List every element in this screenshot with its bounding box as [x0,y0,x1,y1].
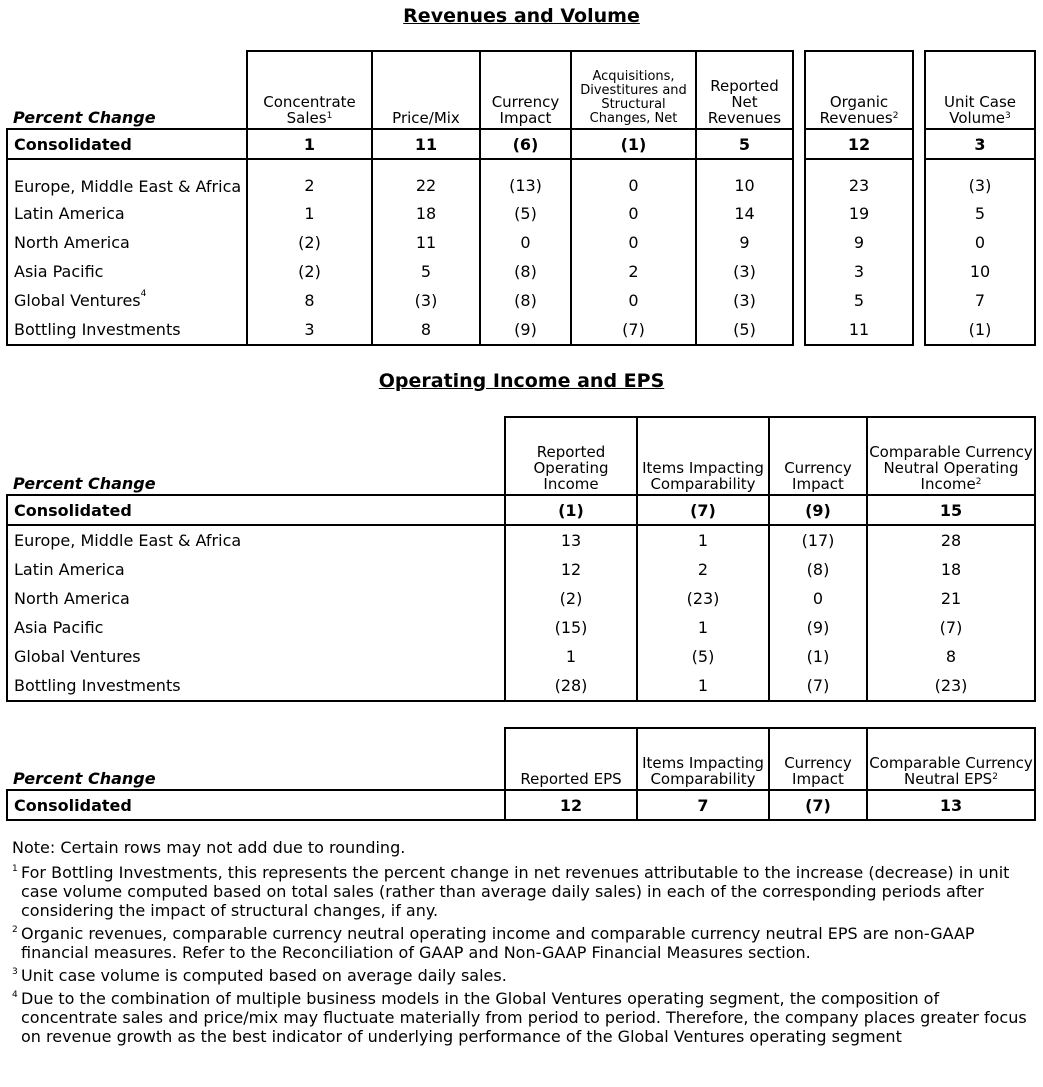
row-label: Latin America [7,555,505,584]
cell: 13 [505,525,637,555]
cell: 0 [571,199,696,228]
cell: 1 [505,642,637,671]
table-row [7,525,1035,555]
cell: (3) [372,286,480,315]
row-label: Europe, Middle East & Africa [7,159,247,199]
cell: 28 [867,525,1035,555]
cell: (8) [480,286,571,315]
row-label: Consolidated [7,790,505,820]
cell: (9) [480,315,571,345]
consolidated-row [7,495,1035,525]
col-header-currency: Currency Impact [769,728,867,790]
cell: (23) [637,584,769,613]
cell: 1 [637,671,769,701]
row-label: Bottling Investments [7,671,505,701]
cell: (5) [480,199,571,228]
cell: 8 [372,315,480,345]
cell: (13) [480,159,571,199]
col-header-reported-operating-income: Reported Operating Income [505,417,637,495]
cell: 1 [247,129,372,159]
cell: 18 [372,199,480,228]
cell: 7 [925,286,1035,315]
footnote-4: 4 Due to the combination of multiple business models in the Global Ventures operating segment, the composition of concentrate sales and price/mix may fluctuate materially from period to period. Therefore, the company places greater focus on revenue growth as the best indicator of underlying performance of the Global Ventures operating segment [12,989,1027,1046]
cell: 23 [805,159,913,199]
row-label: North America [7,584,505,613]
percent-change-label: Percent Change [13,769,156,788]
row-label: Europe, Middle East & Africa [7,525,505,555]
cell: 22 [372,159,480,199]
cell: 12 [505,555,637,584]
cell: (28) [505,671,637,701]
table-row [7,613,1035,642]
table-row [7,555,1035,584]
cell: 7 [637,790,769,820]
col-header-items-impacting: Items Impacting Comparability [637,728,769,790]
col-header-unit-case-volume: Unit Case Volume$^3$ [925,51,1035,129]
cell: (3) [925,159,1035,199]
cell: (1) [925,315,1035,345]
cell: 9 [805,228,913,257]
row-label: North America [7,228,247,257]
cell: (7) [769,790,867,820]
col-header-concentrate: Concentrate Sales$^1$ [247,51,372,129]
cell: (7) [571,315,696,345]
consolidated-row [7,129,1035,159]
cell: (7) [867,613,1035,642]
cell: 15 [867,495,1035,525]
rounding-note: Note: Certain rows may not add due to rounding. [12,838,406,857]
table-row [7,228,1035,257]
cell: 0 [925,228,1035,257]
col-header-price-mix: Price/Mix [372,51,480,129]
cell: (1) [571,129,696,159]
cell: 5 [805,286,913,315]
cell: 0 [571,228,696,257]
cell: (6) [480,129,571,159]
row-label: Consolidated [7,495,505,525]
col-header-reported-eps: Reported EPS [505,728,637,790]
cell: 12 [505,790,637,820]
cell: (2) [247,228,372,257]
col-header-acquisitions: Acquisitions, Divestitures and Structural Changes, Net [571,51,696,129]
cell: 3 [925,129,1035,159]
cell: 8 [867,642,1035,671]
cell: 11 [372,129,480,159]
cell: 10 [696,159,793,199]
consolidated-row [7,790,1035,820]
cell: 14 [696,199,793,228]
cell: (2) [247,257,372,286]
cell: 2 [637,555,769,584]
cell: 8 [247,286,372,315]
cell: (23) [867,671,1035,701]
col-header-comparable-eps: Comparable Currency Neutral EPS$^2$ [867,728,1035,790]
cell: 1 [637,613,769,642]
row-label: Bottling Investments [7,315,247,345]
cell: (1) [769,642,867,671]
cell: (7) [637,495,769,525]
cell: (7) [769,671,867,701]
table-row [7,584,1035,613]
cell: 11 [805,315,913,345]
cell: 2 [247,159,372,199]
cell: 5 [925,199,1035,228]
footnote-2: 2 Organic revenues, comparable currency neutral operating income and comparable currency neutral EPS are non-GAAP financial measures. Refer to the Reconciliation of GAAP and Non-GAAP Financial Measures section. [12,924,975,962]
footnote-1: 1 For Bottling Investments, this represents the percent change in net revenues attributable to the increase (decrease) in unit case volume computed based on total sales (rather than average daily sales) in each of the corresponding periods after considering the impact of structural changes, if any. [12,863,1010,920]
cell: (3) [696,257,793,286]
cell: 0 [769,584,867,613]
cell: 0 [480,228,571,257]
footnotes [12,838,1037,1050]
cell: 9 [696,228,793,257]
cell: 1 [637,525,769,555]
table-row [7,642,1035,671]
footnote-3: 3 Unit case volume is computed based on average daily sales. [12,966,507,985]
revenues-volume-title: Revenues and Volume [403,5,640,27]
revenues-volume-table [6,50,1036,346]
cell: 21 [867,584,1035,613]
cell: (3) [696,286,793,315]
cell: (5) [696,315,793,345]
cell: 0 [571,286,696,315]
cell: (9) [769,495,867,525]
eps-table [6,727,1036,821]
table-row [7,199,1035,228]
row-label: Global Ventures [7,642,505,671]
row-label: Asia Pacific [7,613,505,642]
row-label: Global Ventures$^4$ [7,286,247,315]
cell: (5) [637,642,769,671]
col-header-organic-revenues: Organic Revenues$^2$ [805,51,913,129]
percent-change-label: Percent Change [13,108,156,127]
cell: (2) [505,584,637,613]
operating-income-table [6,416,1036,702]
cell: 19 [805,199,913,228]
col-header-reported-net-revenues: Reported Net Revenues [696,51,793,129]
cell: 12 [805,129,913,159]
cell: 3 [805,257,913,286]
row-label: Asia Pacific [7,257,247,286]
cell: (8) [480,257,571,286]
table-row [7,159,1035,199]
cell: 18 [867,555,1035,584]
cell: 10 [925,257,1035,286]
table-row [7,671,1035,701]
cell: (9) [769,613,867,642]
cell: 3 [247,315,372,345]
row-label: Latin America [7,199,247,228]
cell: 2 [571,257,696,286]
cell: 11 [372,228,480,257]
percent-change-label: Percent Change [13,474,156,493]
cell: 1 [247,199,372,228]
col-header-currency: Currency Impact [480,51,571,129]
cell: (17) [769,525,867,555]
col-header-comparable-operating-income: Comparable Currency Neutral Operating Income$^2$ [867,417,1035,495]
cell: 5 [372,257,480,286]
cell: (15) [505,613,637,642]
col-header-items-impacting: Items Impacting Comparability [637,417,769,495]
table-row [7,286,1035,315]
row-label: Consolidated [7,129,247,159]
operating-income-eps-title: Operating Income and EPS [378,370,665,392]
cell: 5 [696,129,793,159]
table-row [7,315,1035,345]
cell: 13 [867,790,1035,820]
col-header-currency: Currency Impact [769,417,867,495]
cell: 0 [571,159,696,199]
table-row [7,257,1035,286]
cell: (8) [769,555,867,584]
cell: (1) [505,495,637,525]
